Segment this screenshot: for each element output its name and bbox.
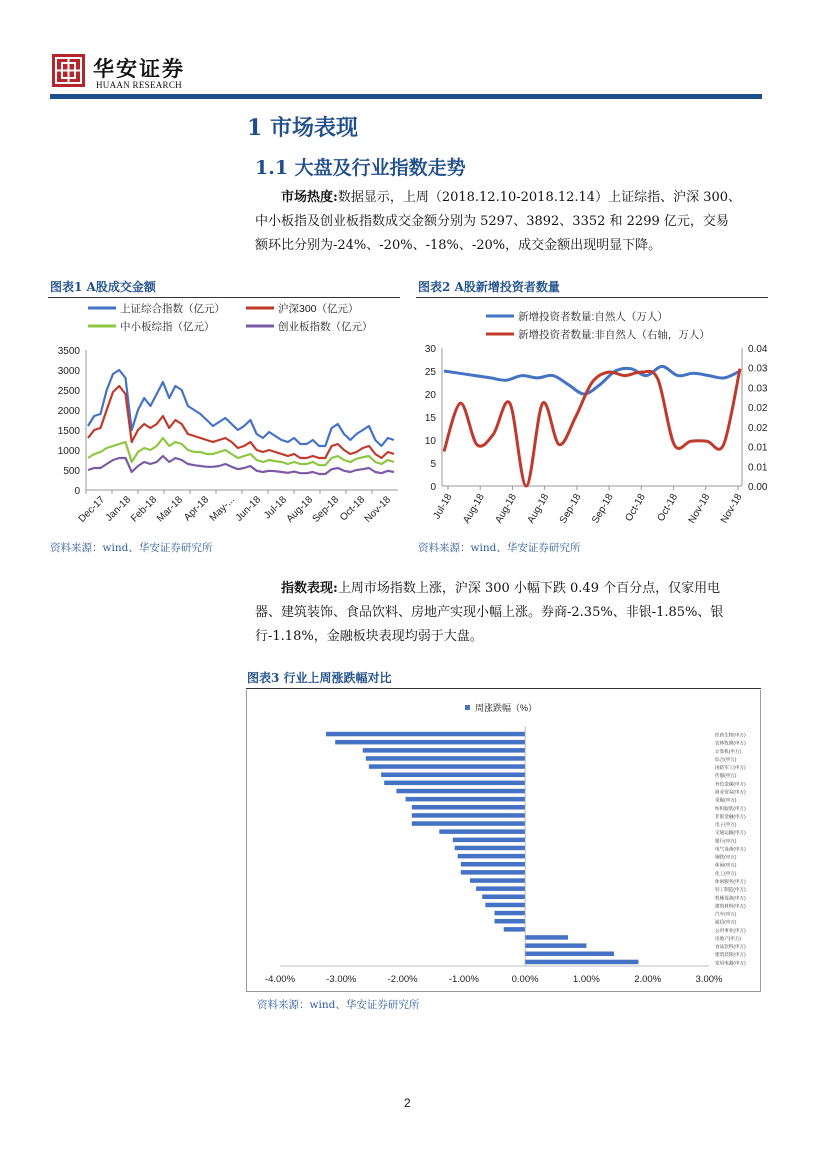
figure-source: 资料来源：wind、华安证券研究所 — [50, 542, 213, 554]
x-tick-label: 1.00% — [572, 974, 600, 985]
y-right-tick-label: 0.04 — [748, 344, 768, 355]
category-label: 家用电器(申万) — [715, 960, 746, 966]
x-tick-label: Sep-18 — [557, 492, 584, 526]
y-tick-label: 3000 — [57, 366, 80, 377]
y-left-tick-label: 20 — [424, 390, 436, 401]
bar — [453, 838, 525, 843]
x-tick-label: Jun-18 — [233, 494, 264, 524]
bar — [384, 781, 525, 786]
trading-volume-chart — [48, 298, 404, 534]
category-label: 传媒(申万) — [715, 773, 737, 779]
x-tick-label: -2.00% — [387, 974, 418, 985]
category-label: 钢铁(申万) — [715, 854, 737, 860]
category-label: 建筑材料(申万) — [715, 903, 746, 909]
bar — [412, 805, 525, 810]
y-tick-label: 3500 — [57, 346, 80, 357]
y-left-tick-label: 15 — [424, 413, 436, 424]
x-tick-label: Aug-18 — [461, 492, 487, 526]
bar — [326, 732, 525, 737]
legend-label: 上证综合指数（亿元） — [120, 303, 225, 315]
category-label: 建筑装饰(申万) — [715, 952, 746, 958]
x-tick-label: Jan-18 — [103, 494, 134, 524]
y-tick-label: 0 — [74, 486, 80, 497]
x-tick-label: Aug-18 — [493, 492, 520, 526]
para-lead: 指数表现: — [281, 581, 338, 596]
bar — [525, 960, 638, 965]
category-label: 商业贸易(申万) — [715, 789, 746, 795]
x-tick-label: Feb-18 — [128, 494, 160, 525]
bar — [495, 919, 526, 924]
figure-title: 图表1 A股成交金额 — [50, 280, 156, 294]
figure-title: 图表2 A股新增投资者数量 — [418, 280, 560, 294]
category-label: 农林牧渔(申万) — [715, 740, 746, 746]
x-tick-label: Oct-18 — [655, 492, 681, 524]
y-right-tick-label: 0.01 — [748, 442, 768, 454]
category-label: 医药生物(申万) — [715, 732, 746, 738]
y-right-tick-label: 0.00 — [748, 482, 768, 493]
category-label: 公用事业(申万) — [715, 927, 746, 933]
subsection-heading: 1.1 大盘及行业指数走势 — [255, 157, 466, 179]
category-label: 房地产(申万) — [715, 936, 742, 941]
x-tick-label: 3.00% — [695, 974, 723, 985]
category-label: 交通运输(申万) — [715, 830, 746, 836]
x-tick-label: Dec-17 — [76, 494, 108, 525]
bar — [396, 789, 525, 794]
y-left-tick-label: 10 — [424, 436, 436, 447]
x-tick-label: 2.00% — [634, 974, 662, 985]
category-label: 食品饮料(申万) — [715, 944, 746, 950]
industry-weekly-change-chart — [247, 690, 760, 990]
x-tick-label: Oct-18 — [338, 494, 368, 524]
bar — [439, 829, 525, 834]
category-label: 国防军工(申万) — [715, 765, 746, 771]
bar — [366, 756, 525, 761]
x-tick-label: Aug-18 — [284, 494, 316, 525]
new-investors-chart — [416, 298, 772, 534]
bar — [455, 846, 526, 851]
category-label: 电子(申万) — [715, 822, 737, 827]
y-right-tick-label: 0.02 — [748, 403, 768, 415]
x-tick-label: Nov-18 — [718, 492, 745, 526]
legend-label: 新增投资者数量:自然人（万人） — [518, 311, 668, 323]
category-label: 电气设备(申万) — [715, 846, 746, 852]
x-tick-label: -1.00% — [448, 974, 479, 985]
x-tick-label: Nov-18 — [686, 492, 713, 526]
bar — [406, 797, 525, 802]
x-tick-label: Jul-18 — [262, 494, 290, 522]
para-line: 器、建筑装饰、食品饮料、房地产实现小幅上涨。券商-2.35%、非银-1.85%、银 — [255, 605, 724, 620]
legend-label: 创业板指数（亿元） — [278, 321, 373, 333]
y-left-tick-label: 30 — [424, 344, 436, 355]
bar — [525, 952, 614, 957]
category-label: 计算机(申万) — [715, 748, 742, 754]
category-label: 采掘(申万) — [715, 797, 737, 803]
series-line — [88, 370, 394, 446]
bar — [504, 927, 525, 932]
bar — [482, 895, 525, 900]
figure-frame — [246, 690, 761, 992]
figure-title: 图表3 行业上周涨跌幅对比 — [247, 671, 392, 685]
logo-mark — [52, 54, 85, 87]
y-tick-label: 500 — [63, 466, 80, 477]
category-label: 通信(申万) — [715, 919, 737, 925]
y-tick-label: 2000 — [57, 406, 80, 417]
logo-text-cn: 华安证券 — [93, 56, 185, 81]
bar — [335, 740, 525, 745]
y-tick-label: 1000 — [57, 446, 80, 457]
x-tick-label: Mar-18 — [154, 494, 186, 525]
bar — [470, 878, 525, 883]
bar — [461, 870, 525, 875]
legend-label: 新增投资者数量:非自然人（右轴，万人） — [518, 329, 710, 341]
category-label: 轻工制造(申万) — [715, 887, 746, 893]
para-line: 行-1.18%，金融板块表现均弱于大盘。 — [255, 629, 483, 644]
category-label: 汽车(申万) — [715, 911, 737, 917]
logo-text-en: HUAAN RESEARCH — [96, 80, 182, 90]
bar — [525, 943, 586, 948]
category-label: 休闲(申万) — [715, 862, 737, 868]
category-label: 休闲服务(申万) — [715, 879, 746, 884]
category-label: 综合(申万) — [715, 756, 737, 762]
para-lead: 市场热度: — [281, 190, 338, 205]
page-number: 2 — [404, 1096, 411, 1110]
figure-source: 资料来源：wind、华安证券研究所 — [418, 542, 581, 554]
para-line: 上周市场指数上涨，沪深 300 小幅下跌 0.49 个百分点，仅家用电 — [337, 581, 721, 596]
figure-source: 资料来源：wind、华安证券研究所 — [257, 999, 420, 1011]
bar — [461, 862, 525, 867]
series-line — [444, 369, 740, 486]
y-right-tick-label: 0.02 — [748, 422, 768, 434]
y-left-tick-label: 25 — [424, 367, 436, 378]
header-rule — [50, 94, 762, 99]
x-tick-label: May-... — [207, 494, 238, 524]
para-line: 中小板指及创业板指数成交金额分别为 5297、3892、3352 和 2299 亿元，交易 — [255, 214, 729, 229]
x-tick-label: Sep-18 — [590, 492, 616, 526]
y-right-tick-label: 0.03 — [748, 363, 768, 375]
bar — [412, 821, 525, 826]
paragraph-index-performance — [255, 577, 767, 649]
y-tick-label: 1500 — [57, 426, 80, 437]
legend-label: 周涨跌幅（%） — [475, 703, 538, 713]
y-tick-label: 2500 — [57, 386, 80, 397]
section-heading: 1 市场表现 — [247, 115, 358, 141]
x-tick-label: -3.00% — [326, 974, 357, 985]
x-tick-label: -4.00% — [264, 974, 296, 985]
bar — [485, 903, 525, 908]
paragraph-market-heat — [255, 186, 767, 258]
figure-rule — [246, 688, 761, 689]
x-tick-label: 0.00% — [511, 974, 539, 985]
legend-label: 中小板综指（亿元） — [120, 321, 215, 333]
legend-swatch — [465, 705, 470, 710]
bar — [495, 911, 526, 916]
category-label: 银行(申万) — [715, 838, 737, 844]
bar — [458, 854, 525, 859]
y-left-tick-label: 5 — [430, 459, 436, 470]
bar — [363, 748, 525, 753]
y-right-tick-label: 0.01 — [748, 462, 768, 474]
bar — [369, 764, 525, 769]
legend-label: 沪深300（亿元） — [278, 303, 359, 315]
para-line: 额环比分别为-24%、-20%、-18%、-20%，成交金额出现明显下降。 — [255, 238, 662, 253]
category-label: 非银金融(申万) — [715, 813, 746, 819]
category-label: 纺织服装(申万) — [715, 805, 746, 811]
category-label: 化工(申万) — [715, 870, 737, 876]
x-tick-label: Oct-18 — [623, 492, 648, 524]
category-label: 机械设备(申万) — [715, 895, 746, 901]
x-tick-label: Aug-18 — [525, 492, 552, 526]
y-left-tick-label: 0 — [430, 482, 436, 493]
para-line: 数据显示，上周（2018.12.10-2018.12.14）上证综指、沪深 300、 — [337, 190, 742, 205]
x-tick-label: Nov-18 — [362, 494, 394, 525]
bar — [476, 886, 525, 891]
bar — [412, 813, 525, 818]
x-tick-label: Sep-18 — [310, 494, 342, 525]
x-tick-label: Jul-18 — [431, 492, 455, 522]
bar — [381, 773, 525, 778]
y-right-tick-label: 0.03 — [748, 383, 768, 395]
category-label: 有色金属(申万) — [715, 781, 746, 787]
x-tick-label: Apr-18 — [182, 494, 212, 524]
bar — [525, 935, 568, 940]
